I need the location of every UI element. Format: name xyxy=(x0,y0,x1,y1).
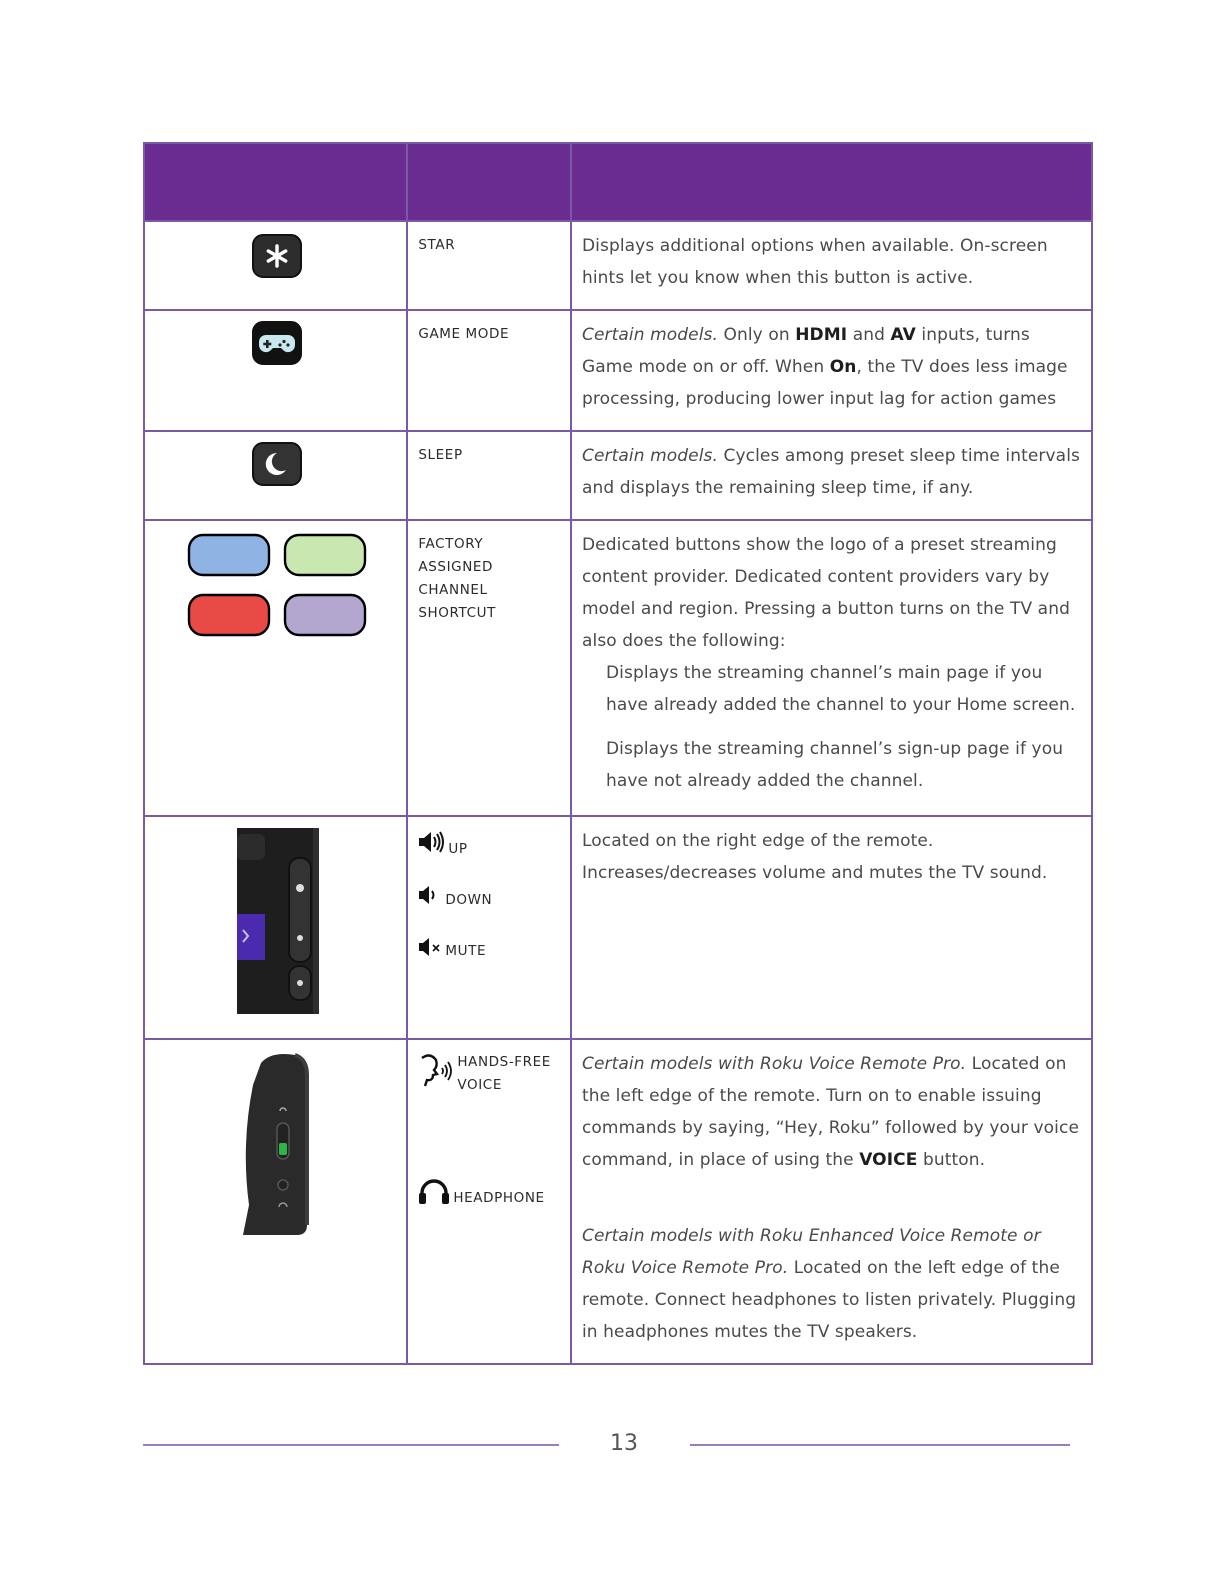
button-name: SLEEP xyxy=(418,447,463,463)
shortcut-button-red xyxy=(189,595,269,635)
name-line: SHORTCUT xyxy=(418,605,496,621)
desc-italic: Certain models. xyxy=(581,325,718,345)
desc-text: button. xyxy=(917,1150,986,1170)
gamepad-icon xyxy=(252,321,302,365)
desc-text: and xyxy=(847,325,891,345)
shortcut-button-green xyxy=(285,535,365,575)
table-row xyxy=(144,520,1092,816)
desc-text: Only on xyxy=(717,325,796,345)
name-cell xyxy=(407,1039,571,1364)
desc-text: inputs, turns Game mode on or off. When xyxy=(581,325,1030,377)
desc-cell xyxy=(571,1039,1092,1364)
table-row xyxy=(144,1039,1092,1364)
headphone-icon xyxy=(418,1179,450,1209)
name-cell xyxy=(407,816,571,1039)
header-cell xyxy=(407,143,571,221)
star-button-icon xyxy=(252,234,302,278)
icon-cell xyxy=(144,1039,407,1364)
page-number: 13 xyxy=(610,1431,638,1456)
name-line: FACTORY xyxy=(418,536,484,552)
icon-cell xyxy=(144,520,407,816)
name-line: CHANNEL xyxy=(418,582,488,598)
name-cell xyxy=(407,310,571,431)
voice-speaking-icon xyxy=(418,1052,454,1092)
desc-italic: Certain models with Roku Enhanced Voice Remote or Roku Voice Remote Pro. xyxy=(581,1226,1041,1278)
footer-rule-right xyxy=(690,1444,1070,1446)
volume-up-label: UP xyxy=(448,841,468,857)
name-cell xyxy=(407,221,571,310)
table-row xyxy=(144,431,1092,520)
description xyxy=(572,1040,1091,1356)
name-cell xyxy=(407,520,571,816)
desc-cell xyxy=(571,816,1092,1039)
on-bold: On xyxy=(829,357,857,377)
icon-cell xyxy=(144,431,407,520)
description xyxy=(572,432,1091,512)
header-cell xyxy=(571,143,1092,221)
table-row xyxy=(144,816,1092,1039)
label-line: HANDS-FREE xyxy=(457,1054,551,1070)
mute-label: MUTE xyxy=(445,943,487,959)
desc-text: Located on the left edge of the remote. Connect headphones to listen privately. Plugging in headphones mutes the TV speakers. xyxy=(581,1258,1077,1342)
volume-down-label: DOWN xyxy=(445,892,493,908)
desc-text: Dedicated buttons show the logo of a preset streaming content provider. Dedicated content providers vary by model and region. Pressing a button turns on the TV and also does the following: xyxy=(581,535,1070,651)
paragraph xyxy=(582,1220,1083,1348)
button-name xyxy=(408,521,570,625)
volume-up-icon xyxy=(418,831,444,857)
remote-buttons-table xyxy=(143,142,1093,1365)
desc-cell xyxy=(571,221,1092,310)
desc-cell xyxy=(571,520,1092,816)
icon-cell xyxy=(144,310,407,431)
moon-icon xyxy=(252,442,302,486)
footer-rule-left xyxy=(143,1444,559,1446)
volume-down-icon xyxy=(418,885,438,909)
voice-bold: VOICE xyxy=(859,1150,918,1170)
shortcut-button-blue xyxy=(189,535,269,575)
desc-cell xyxy=(571,431,1092,520)
table-row xyxy=(144,310,1092,431)
handsfree-voice-label xyxy=(457,1051,551,1097)
icon-cell xyxy=(144,221,407,310)
remote-right-edge-image xyxy=(237,828,319,1014)
headphone-label: HEADPHONE xyxy=(453,1190,545,1206)
paragraph xyxy=(582,1048,1083,1176)
hdmi-bold: HDMI xyxy=(795,325,848,345)
description xyxy=(572,817,1091,897)
description xyxy=(572,521,1091,805)
name-cell xyxy=(407,431,571,520)
desc-text: Located on the left edge of the remote. Turn on to enable issuing commands by saying, “Hey, Roku” followed by your voice command, in place of using the xyxy=(581,1054,1079,1170)
shortcut-button-purple xyxy=(285,595,365,635)
description xyxy=(572,311,1091,423)
remote-left-edge-image xyxy=(241,1053,315,1237)
description: Displays additional options when available. On-screen hints let you know when this button is active. xyxy=(581,236,1048,288)
bullet-item: Displays the streaming channel’s sign-up page if you have not already added the channel. xyxy=(605,739,1064,791)
shortcut-buttons-icon xyxy=(145,521,408,651)
desc-italic: Certain models with Roku Voice Remote Pro. xyxy=(581,1054,967,1074)
table-row xyxy=(144,221,1092,310)
bullet-item: Displays the streaming channel’s main page if you have already added the channel to your Home screen. xyxy=(605,663,1076,715)
av-bold: AV xyxy=(890,325,916,345)
desc-cell xyxy=(571,310,1092,431)
button-name: GAME MODE xyxy=(418,326,510,342)
desc-text: Located on the right edge of the remote. xyxy=(581,831,934,851)
desc-text: Cycles among preset sleep time intervals and displays the remaining sleep time, if any. xyxy=(581,446,1080,498)
desc-text: , the TV does less image processing, producing lower input lag for action games xyxy=(581,357,1068,409)
desc-italic: Certain models. xyxy=(581,446,718,466)
mute-icon xyxy=(418,937,444,961)
name-line: ASSIGNED xyxy=(418,559,494,575)
header-cell xyxy=(144,143,407,221)
table-header-row xyxy=(144,143,1092,221)
button-name: STAR xyxy=(418,237,456,253)
label-line: VOICE xyxy=(457,1077,502,1093)
desc-text: Increases/decreases volume and mutes the TV sound. xyxy=(581,863,1048,883)
icon-cell xyxy=(144,816,407,1039)
